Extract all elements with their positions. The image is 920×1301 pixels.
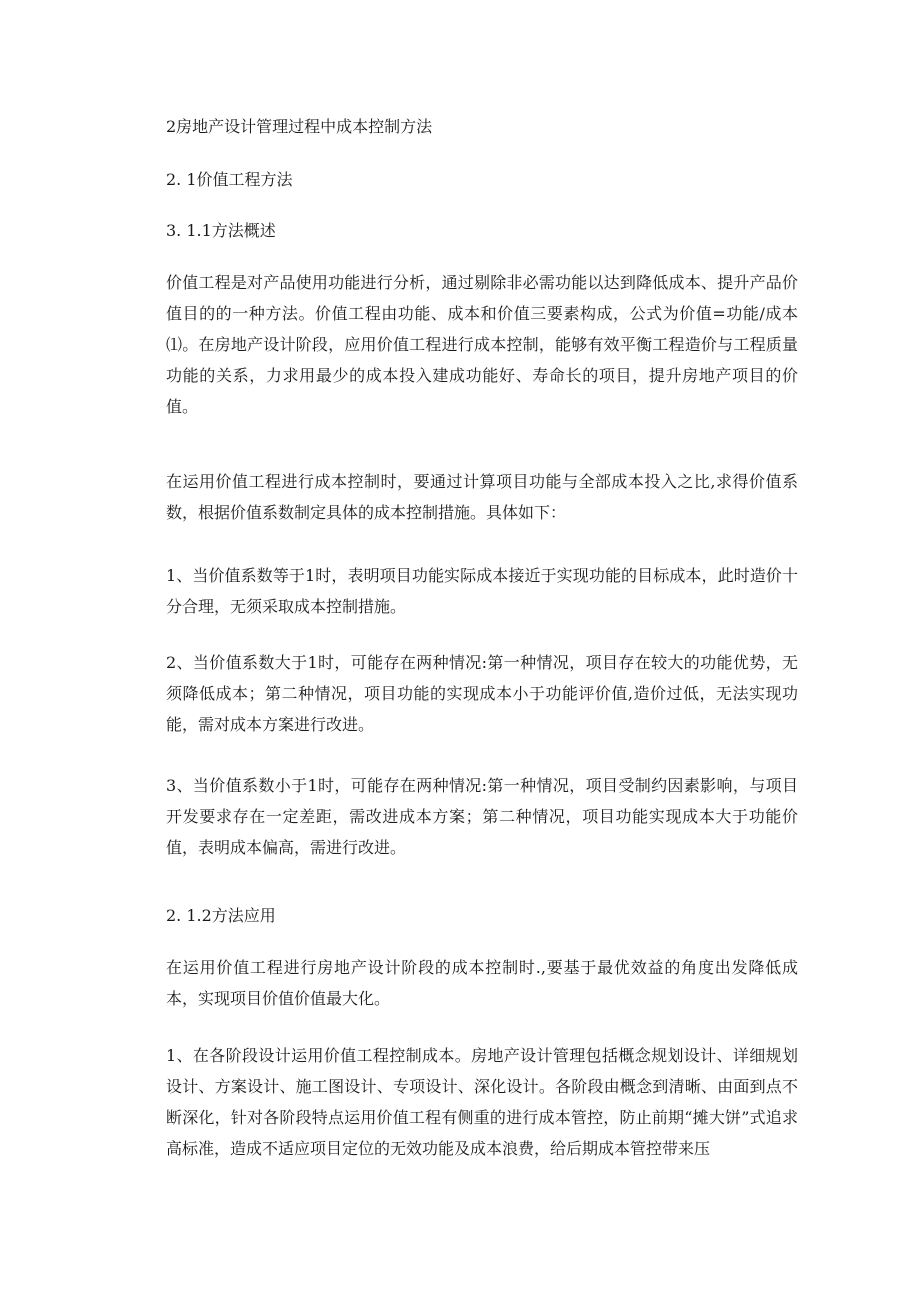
subsection-heading-method-application: 2. 1.2方法应用 — [166, 906, 276, 925]
subsection-heading-2-1: 2. 1价值工程方法 — [166, 170, 293, 189]
list-item-1: 1、当价值系数等于1时，表明项目功能实际成本接近于实现功能的目标成本，此时造价十分合理，无须采取成本控制措施。 — [166, 566, 798, 616]
paragraph-value-coefficient: 在运用价值工程进行成本控制时，要通过计算项目功能与全部成本投入之比,求得价值系数，根据价值系数制定具体的成本控制措施。具体如下： — [166, 472, 798, 522]
paragraph-application-1: 1、在各阶段设计运用价值工程控制成本。房地产设计管理包括概念规划设计、详细规划设计、方案设计、施工图设计、专项设计、深化设计。各阶段由概念到清晰、由面到点不断深化，针对各阶段特点运用价值工程有侧重的进行成本管控，防止前期“摊大饼”式追求高标准，造成不适应项目定位的无效功能及成本浪费，给后期成本管控带来压 — [166, 1046, 798, 1158]
subsection-heading-method-overview: 3. 1.1方法概述 — [166, 221, 276, 240]
paragraph-value-engineering-intro: 价值工程是对产品使用功能进行分析，通过剔除非必需功能以达到降低成本、提升产品价值目的的一种方法。价值工程由功能、成本和价值三要素构成，公式为价值=功能/成本⑴。在房地产设计阶段，应用价值工程进行成本控制，能够有效平衡工程造价与工程质量功能的关系，力求用最少的成本投入建成功能好、寿命长的项目，提升房地产项目的价值。 — [166, 273, 798, 416]
paragraph-application-intro: 在运用价值工程进行房地产设计阶段的成本控制时.,要基于最优效益的角度出发降低成本，实现项目价值价值最大化。 — [166, 958, 798, 1008]
list-item-2: 2、当价值系数大于1时，可能存在两种情况:第一种情况，项目存在较大的功能优势，无须降低成本；第二种情况，项目功能的实现成本小于功能评价值,造价过低，无法实现功能，需对成本方案进行改进。 — [166, 653, 798, 734]
section-heading: 2房地产设计管理过程中成本控制方法 — [166, 117, 433, 136]
list-item-3: 3、当价值系数小于1时，可能存在两种情况:第一种情况，项目受制约因素影响，与项目开发要求存在一定差距，需改进成本方案；第二种情况，项目功能实现成本大于功能价值，表明成本偏高，需进行改进。 — [166, 776, 798, 857]
